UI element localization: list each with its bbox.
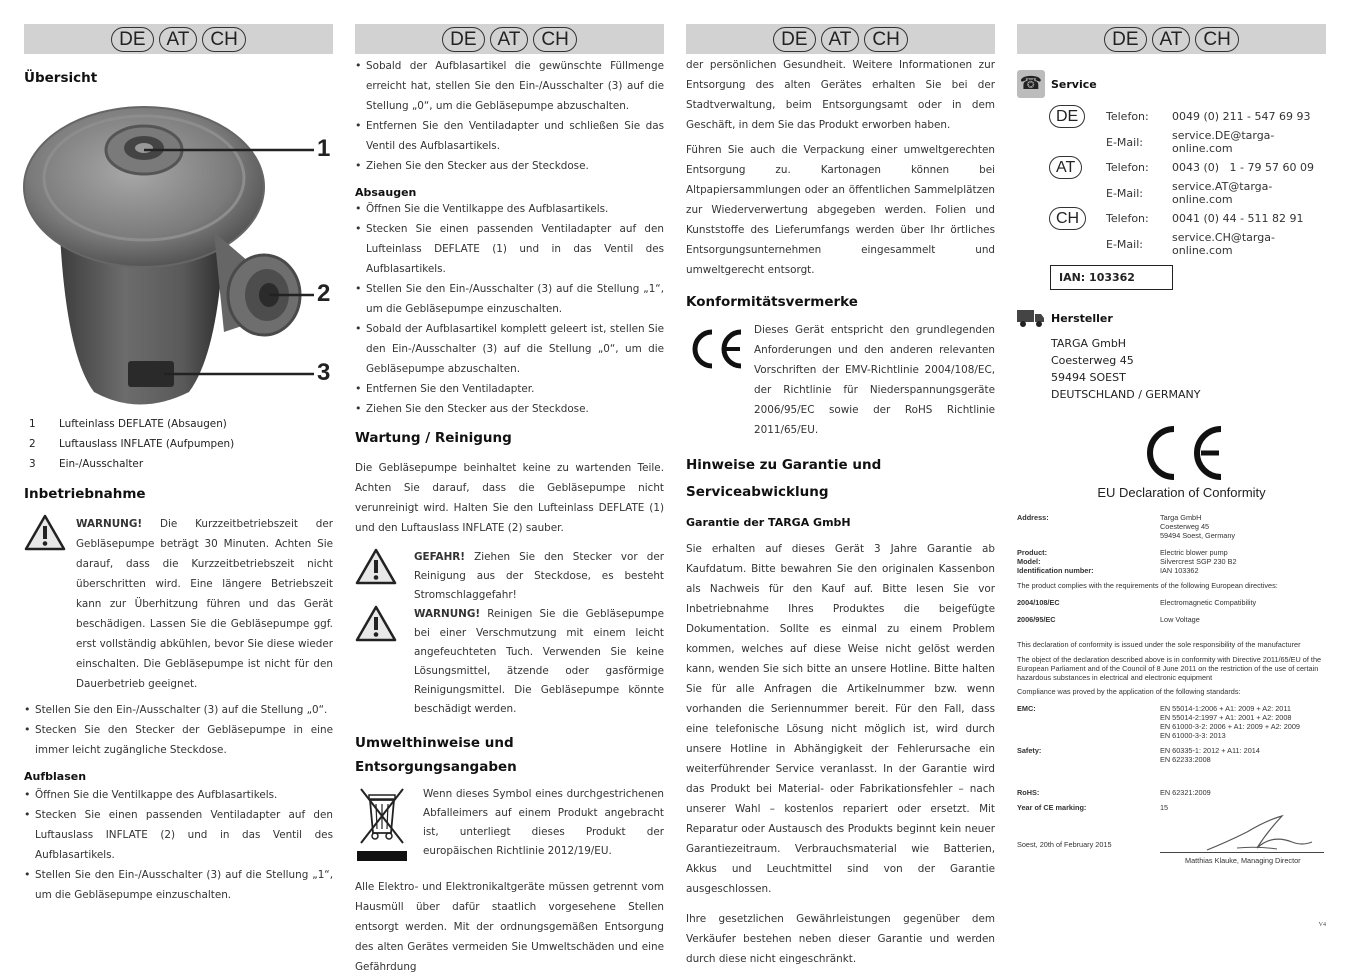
deflate-list xyxy=(355,199,664,419)
country-de: DE xyxy=(442,27,484,52)
callout-1: 1 xyxy=(317,135,331,162)
weee-block xyxy=(355,785,664,869)
country-ch: CH xyxy=(202,27,245,52)
country-at: AT xyxy=(1152,27,1191,52)
warning-block xyxy=(24,514,333,694)
guarantee-title: Hinweise zu Garantie und Serviceabwicklung xyxy=(686,457,882,500)
weee-text: Wenn dieses Symbol eines durchgestrichenen Abfalleimers auf einem Produkt angebracht ist, unterliegt dieses Produkt der europäischen Richtlinie 2012/19/EU. xyxy=(423,788,664,857)
email-at[interactable]: service.AT@targa-online.com xyxy=(1172,180,1273,206)
inflate-continued-list xyxy=(355,56,664,176)
parts-list-item: 2 Luftauslass INFLATE (Aufpumpen) xyxy=(29,438,235,450)
email-de[interactable]: service.DE@targa-online.com xyxy=(1172,129,1275,155)
manufacturer-heading xyxy=(1017,307,1326,329)
callout-2: 2 xyxy=(317,280,331,307)
contact-row-de: DE Telefon: 0049 (0) 211 - 547 69 93 xyxy=(1049,104,1326,129)
doc-signer: Matthias Klauke, Managing Director xyxy=(1185,856,1301,865)
service-title: Service xyxy=(1051,77,1097,91)
phone-at: 0043 (0) 1 - 79 57 60 09 xyxy=(1172,161,1315,174)
phone-de: 0049 (0) 211 - 547 69 93 xyxy=(1172,110,1311,123)
country-ch: CH xyxy=(1049,207,1086,230)
list-item: • Sobald der Aufblasartikel komplett geleert ist, stellen Sie den Ein-/Ausschalter (3) auf die Stellung „0“, um die Gebläsepumpe abzuschalten. xyxy=(355,319,664,379)
country-de: DE xyxy=(773,27,815,52)
parts-list xyxy=(24,414,333,474)
country-de: DE xyxy=(1104,27,1146,52)
country-de: DE xyxy=(111,27,153,52)
maintenance-text: Die Gebläsepumpe beinhaltet keine zu wartenden Teile. Achten Sie darauf, dass die Gebläsepumpe nicht verunreinigt wird. Halten Sie den Lufteinlass DEFLATE (1) und den Luftauslass INFLATE (2) sauber. xyxy=(355,462,664,534)
signature-image xyxy=(1197,812,1317,856)
truck-icon xyxy=(1017,307,1045,329)
danger-icon xyxy=(355,548,397,605)
disposal-text: Alle Elektro- und Elektronikaltgeräte müssen getrennt vom Hausmüll über dafür staatlich vorgesehene Stellen entsorgt werden. Mit der ordnungsgemäßen Entsorgung des alten Gerätes vermeiden Sie Umweltschäden und eine Gefährdung xyxy=(355,881,664,973)
packaging-text: Führen Sie auch die Verpackung einer umweltgerechten Entsorgung zu. Kartonagen können bei Altpapiersammlungen oder an öffentlichen Sammelplätzen zur Wiederverwertung abgegeben werden. Folien und Kunststoffe des Lieferumfangs werden über Ihr örtliches Entsorgungsunternehmen eingesammelt und umweltgerecht entsorgt. xyxy=(686,144,995,276)
ian-box: IAN: 103362 xyxy=(1050,265,1173,290)
version-label: V4 xyxy=(1318,922,1326,928)
column-1 xyxy=(24,24,333,944)
service-contacts: DE Telefon: 0049 (0) 211 - 547 69 93 E-Mail: service.DE@targa-online.com AT Telefon: 0043 (0) 1 - 79 57 60 09 E-Mail: service.AT@targa-online.com CH Telefon: 0041 (0) 44 - 511 82 91 E-Mail: service.CH@targa-online.com xyxy=(1049,104,1326,257)
pump-figure xyxy=(24,92,333,412)
contact-row-ch: CH Telefon: 0041 (0) 44 - 511 82 91 xyxy=(1049,206,1326,231)
danger-paragraph: GEFAHR! Ziehen Sie den Stecker vor der Reinigung aus der Steckdose, es besteht Stromschlaggefahr! xyxy=(414,551,664,601)
manufacturer-title: Hersteller xyxy=(1051,311,1113,325)
parts-list-item: 1 Lufteinlass DEFLATE (Absaugen) xyxy=(29,418,227,430)
maintenance-title: Wartung / Reinigung xyxy=(355,430,512,446)
country-at: AT xyxy=(159,27,198,52)
inflate-title: Aufblasen xyxy=(24,770,87,783)
list-item: • Stecken Sie einen passenden Ventiladapter auf den Luftauslass INFLATE (2) und in das Ventil des Aufblasartikels. xyxy=(24,805,333,865)
list-item: • Stecken Sie einen passenden Ventiladapter auf den Lufteinlass DEFLATE (1) und in das Ventil des Aufblasartikels. xyxy=(355,219,664,279)
country-ch: CH xyxy=(864,27,907,52)
ce-mark-icon xyxy=(686,320,744,440)
column-3 xyxy=(686,24,995,965)
warning-paragraph: WARNUNG! Die Kurzzeitbetriebszeit der Gebläsepumpe beträgt 30 Minuten. Achten Sie darauf, dass die Kurzzeitbetriebszeit nicht überschritten wird. Eine längere Betriebszeit kann zur Überhitzung führen und das Gerät beschädigen. Lassen Sie die Gebläsepumpe ggf. erst vollständig abkühlen, bevor Sie diese wieder einschalten. Die Gebläsepumpe ist nicht für den Dauerbetrieb geeignet. xyxy=(76,518,333,690)
list-item: • Öffnen Sie die Ventilkappe des Aufblasartikels. xyxy=(355,199,664,219)
email-ch[interactable]: service.CH@targa-online.com xyxy=(1172,231,1275,257)
conformity-text: Dieses Gerät entspricht den grundlegenden Anforderungen und den anderen relevanten Vorschriften der EMV-Richtlinie 2004/108/EC, der Richtlinie für Niederspannungsgeräte 2006/95/EC sowie der RoHS Richtlinie 2011/65/EU. xyxy=(754,324,995,436)
guarantee-text: Sie erhalten auf dieses Gerät 3 Jahre Garantie ab Kaufdatum. Bitte bewahren Sie den originalen Kassenbon als Nachweis für den Kauf auf. Bitte lesen Sie vor Inbetriebnahme Ihres Produktes die beigefügte Dokumentation. Sollte es einmal zu einem Problem kommen, welches auf diese Weise nicht gelöst werden kann, wenden Sie sich bitte an unsere Hotline. Bitte halten Sie für alle Anfragen die Artikelnummer bzw. wenn vorhanden die Seriennummer bereit. Für den Fall, dass eine telefonische Lösung nicht möglich ist, wird durch unsere Hotline in Abhängigkeit der Fehlerursache ein weiterführender Service veranlasst. In der Garantie wird das Produkt bei Material- oder Fabrikationsfehler – nach unserer Wahl – kostenlos repariert oder ersetzt. Mit Reparatur oder Austausch des Produkts beginnt kein neuer Garantiezeitraum. Verbrauchsmaterial wie Batterien, Akkus und Leuchtmittel sind von der Garantie ausgeschlossen. xyxy=(686,543,995,895)
list-item: • Ziehen Sie den Stecker aus der Steckdose. xyxy=(355,156,664,176)
column-4 xyxy=(1017,24,1326,944)
eu-doc-body: Address: Targa GmbH Coesterweg 45 59494 Soest, Germany Product: Model: Identification number: Electric blower pump Silvercrest SGP 230 B2 IAN 103362 The product complies with the requirements of the following European directives: 2004/108/EC Electromagnetic Compatibility 2006/95/EC Low Voltage This declaration of conformity is issued under the sole responsibility of the manufacturer The object of the declaration described above is in conformity with Directive 2011/65/EU of the European Parliament and of the Council of 8 June 2011 on the restriction of the use of certain hazardous substances in electrical and electronic equipment Compliance was proved by the application of the following standards: EMC: EN 55014-1:2006 + A1: 2009 + A2: 2011 EN 55014-2:1997 + A1: 2001 + A2: 2008 EN 61000-3-2: 2006 + A1: 2009 + A2: 2009 EN 61000-3-3: 2013 Safety: EN 60335-1: 2012 + A11: 2014 EN 62233:2008 RoHS: EN 62321:2009 Year of CE marking: 15 Soest, 20th of February 2015 Matthias Klauke, Managing Director xyxy=(1017,513,1326,870)
country-at: AT xyxy=(821,27,860,52)
manufacturer-address: TARGA GmbH Coesterweg 45 59494 SOEST DEUTSCHLAND / GERMANY xyxy=(1051,337,1201,401)
country-header xyxy=(24,24,333,54)
environment-title: Umwelthinweise und Entsorgungsangaben xyxy=(355,735,517,775)
list-item: • Stellen Sie den Ein-/Ausschalter (3) auf die Stellung „1“, um die Gebläsepumpe einzuschalten. xyxy=(24,865,333,905)
warning-icon xyxy=(24,514,66,694)
guarantee-subtitle: Garantie der TARGA GmbH xyxy=(686,516,851,529)
overview-title: Übersicht xyxy=(24,70,98,86)
crossed-bin-icon xyxy=(355,785,409,869)
eu-ce-mark-icon xyxy=(1017,425,1326,485)
eu-doc-title: EU Declaration of Conformity xyxy=(1097,485,1266,500)
contact-row-at: AT Telefon: 0043 (0) 1 - 79 57 60 09 xyxy=(1049,155,1326,180)
inflate-list xyxy=(24,785,333,905)
list-item: • Ziehen Sie den Stecker aus der Steckdose. xyxy=(355,399,664,419)
list-item: • Sobald der Aufblasartikel die gewünschte Füllmenge erreicht hat, stellen Sie den Ein-/Ausschalter (3) auf die Stellung „0“, um die Gebläsepumpe abzuschalten. xyxy=(355,56,664,116)
legal-text: Ihre gesetzlichen Gewährleistungen gegenüber dem Verkäufer bestehen neben dieser Garantie und werden durch diese nicht eingeschränkt. xyxy=(686,913,995,965)
warning-paragraph: WARNUNG! Reinigen Sie die Gebläsepumpe bei einer Verschmutzung mit einem leicht angefeuchteten Tuch. Verwenden Sie keine Lösungsmittel, ätzende oder gasförmige Reinigungsmittel. Die Gebläsepumpe könnte beschädigt werden. xyxy=(414,608,664,715)
startup-title: Inbetriebnahme xyxy=(24,486,146,502)
list-item: • Öffnen Sie die Ventilkappe des Aufblasartikels. xyxy=(24,785,333,805)
conformity-title: Konformitätsvermerke xyxy=(686,294,858,310)
deflate-title: Absaugen xyxy=(355,186,417,199)
country-ch: CH xyxy=(1195,27,1238,52)
parts-list-item: 3 Ein-/Ausschalter xyxy=(29,458,144,470)
telephone-icon: ☎ xyxy=(1017,70,1045,98)
country-de: DE xyxy=(1049,105,1085,128)
disposal-text-continued: der persönlichen Gesundheit. Weitere Informationen zur Entsorgung des alten Gerätes erhalten Sie bei der Stadtverwaltung, beim Entsorgungsamt oder in dem Geschäft, in dem Sie das Produkt erworben haben. xyxy=(686,59,995,131)
country-at: AT xyxy=(490,27,529,52)
phone-ch: 0041 (0) 44 - 511 82 91 xyxy=(1172,212,1304,225)
list-item: • Stellen Sie den Ein-/Ausschalter (3) auf die Stellung „1“, um die Gebläsepumpe einzuschalten. xyxy=(355,279,664,319)
country-at: AT xyxy=(1049,156,1082,179)
country-header xyxy=(355,24,664,54)
list-item: • Stecken Sie den Stecker der Gebläsepumpe in eine immer leicht zugängliche Steckdose. xyxy=(24,720,333,760)
list-item: • Stellen Sie den Ein-/Ausschalter (3) auf die Stellung „0“. xyxy=(24,700,333,720)
callout-3: 3 xyxy=(317,359,331,386)
country-ch: CH xyxy=(533,27,576,52)
conformity-block xyxy=(686,320,995,440)
pump-illustration xyxy=(24,92,333,412)
country-header xyxy=(1017,24,1326,54)
service-heading xyxy=(1017,70,1326,98)
warning-icon xyxy=(355,605,397,719)
warning-block xyxy=(355,605,664,719)
column-2 xyxy=(355,24,664,973)
list-item: • Entfernen Sie den Ventiladapter und schließen Sie das Ventil des Aufblasartikels. xyxy=(355,116,664,156)
doc-place-date: Soest, 20th of February 2015 xyxy=(1017,840,1112,849)
startup-list xyxy=(24,700,333,760)
danger-block xyxy=(355,548,664,605)
country-header xyxy=(686,24,995,54)
list-item: • Entfernen Sie den Ventiladapter. xyxy=(355,379,664,399)
